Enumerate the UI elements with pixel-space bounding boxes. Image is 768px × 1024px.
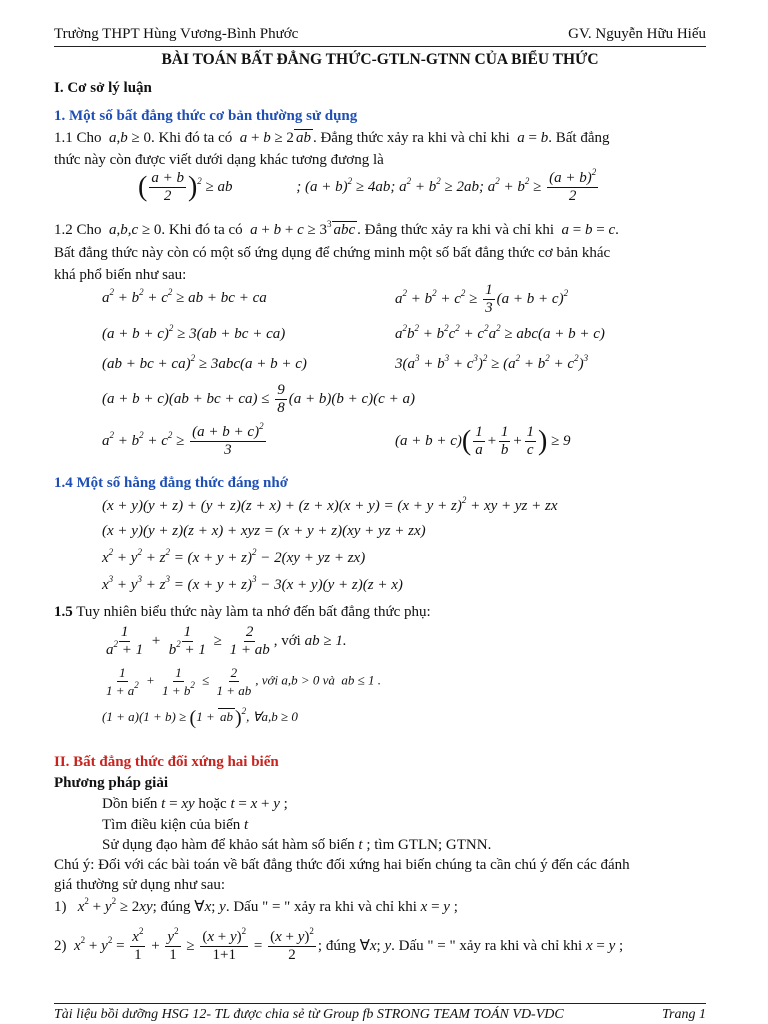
aux-ineq-1: $\frac{1}{a^2 + 1}$ + $\frac{1}{b^2 + 1}$ ≥ $\frac{2}{1 + ab}$ , với ab ≥ 1. <box>106 624 347 658</box>
section-1-heading: I. Cơ sở lý luận <box>54 80 152 96</box>
method-step-2: Tìm điều kiện của biến t <box>102 817 249 833</box>
page-header <box>54 26 706 46</box>
method-step-3: Sử dụng đạo hàm để khảo sát hàm số biến t ; tìm GTLN; GTNN. <box>102 837 492 853</box>
section-2-heading: II. Bất đẳng thức đối xứng hai biến <box>54 754 279 770</box>
page-title: BÀI TOÁN BẤT ĐẲNG THỨC-GTLN-GTNN CỦA BIỂU THỨC <box>161 51 599 68</box>
header-school: Trường THPT Hùng Vương-Bình Phước <box>54 26 299 42</box>
page-footer <box>54 1007 706 1023</box>
header-teacher: GV. Nguyễn Hữu Hiếu <box>568 26 706 42</box>
formula-ineq-9: (a + b + c)( $\frac{1}{a}$ + $\frac{1}{b}$ + $\frac{1}{c}$ ) ≥ 9 <box>395 424 571 458</box>
paragraph-1-5: 1.5 Tuy nhiên biểu thức này làm ta nhớ đến bất đẳng thức phụ: <box>54 604 431 620</box>
paragraph-1-2: 1.2 Cho a,b,c ≥ 0. Khi đó ta có $a + b + c \ge 3^3$ abc . Đẳng thức xảy ra khi và chỉ khi a = b = c. <box>54 219 619 238</box>
estimate-2: 2) $x^2 + y^2$ = $\frac{x^2}{1}$ + $\frac{y^2}{1}$ ≥ $\frac{(x + y)^2}{1+1}$ = $\frac{(x + y)^2}{2}$ ; đúng ∀x; y. Dấu " = " xảy ra khi và chỉ khi x = y ; <box>54 926 624 963</box>
formula-ineq-5: (ab + bc + ca)$^2$ ≥ 3abc(a + b + c) <box>102 353 307 372</box>
footer-rule <box>54 1003 706 1004</box>
identity-4: $x^3 + y^3 + z^3 = (x + y + z)^3 - 3(x + y)(y + z)(z + x)$ <box>102 574 403 593</box>
identity-2: (x + y)(y + z)(z + x) + xyz = (x + y + z)(xy + yz + zx) <box>102 523 426 539</box>
paragraph-1-2-cont2: khá phổ biến như sau: <box>54 267 187 283</box>
aux-ineq-2: $\frac{1}{1 + a^2}$ + $\frac{1}{1 + b^2}$ ≤ $\frac{2}{1 + ab}$ , với a,b > 0 và ab ≤ 1 . <box>106 665 382 698</box>
identity-3: $x^2 + y^2 + z^2 = (x + y + z)^2 - 2(xy$ + yz + zx) <box>102 547 366 566</box>
note-line-2: giá thường sử dụng như sau: <box>54 877 226 893</box>
subsection-1-4-heading: 1.4 Một số hằng đẳng thức đáng nhớ <box>54 475 289 491</box>
formula-am-gm-forms: ( $\frac{a + b}{2}$ )$^2$ ≥ ab ; $(a + b)^2 \ge 4ab$; $a^2 + b^2 \ge 2ab$; $a^2 + b^2$ ≥ $\frac{(a + b)^2}{2}$ <box>138 167 597 204</box>
footer-text: Tài liệu bồi dưỡng HSG 12- TL được chia sẻ từ Group fb STRONG TEAM TOÁN VD-VDC <box>54 1007 564 1022</box>
formula-ineq-3: $(a + b + c)^2 \ge 3(ab$ + bc + ca) <box>102 323 286 342</box>
aux-ineq-3: (1 + a)(1 + b) ≥ (1 + ab )$^2$, ∀a,b ≥ 0 <box>102 705 298 729</box>
method-heading: Phương pháp giải <box>54 775 169 791</box>
subsection-1-heading: 1. Một số bất đẳng thức cơ bản thường sử dụng <box>54 108 358 124</box>
formula-ineq-6: $3(a^3 + b^3 + c^3)^2 \ge (a^2 + b^2 + c^2)^3$ <box>395 353 589 372</box>
estimate-1: 1) $x^2 + y^2 \ge 2xy$; đúng ∀x; y. Dấu " = " xảy ra khi và chỉ khi x = y ; <box>54 896 458 915</box>
identity-1: $(x + y)(y + z) + (y + z)(z + x) + (z + x)(x + y) = (x + y + z)^2$ + xy + yz + zx <box>102 495 558 514</box>
paragraph-1-1: 1.1 Cho a,b ≥ 0. Khi đó ta có a + b ≥ 2 ab . Đẳng thức xảy ra khi và chỉ khi a = b. Bất đẳng <box>54 130 610 146</box>
method-step-1: Dồn biến t = xy hoặc t = x + y ; <box>102 796 288 812</box>
note-line-1: Chú ý: Đối với các bài toán về bất đẳng thức đối xứng hai biến chúng ta cần chú ý đến các đánh <box>54 857 630 873</box>
formula-ineq-8: $a^2 + b^2 + c^2$ ≥ $\frac{(a + b + c)^2}{3}$ <box>102 421 264 458</box>
formula-ineq-1: $a^2 + b^2 + c^2$ ≥ ab + bc + ca <box>102 287 267 306</box>
formula-ineq-2: $a^2 + b^2 + c^2$ ≥ $\frac{1}{3}$ $(a + b + c)^2$ <box>395 282 569 316</box>
paragraph-1-1-cont: thức này còn được viết dưới dạng khác tương đương là <box>54 152 384 168</box>
formula-ineq-7: (a + b + c)(ab + bc + ca) ≤ $\frac{9}{8}$ (a + b)(b + c)(c + a) <box>102 382 415 416</box>
paragraph-1-2-cont: Bất đẳng thức này còn có một số ứng dụng để chứng minh một số bất đẳng thức cơ bản khác <box>54 245 611 261</box>
page-number: Trang 1 <box>662 1007 706 1022</box>
header-rule <box>54 46 706 47</box>
formula-ineq-4: $a^2b^2 + b^2c^2 + c^2a^2 \ge abc(a + b + c)$ <box>395 323 605 342</box>
